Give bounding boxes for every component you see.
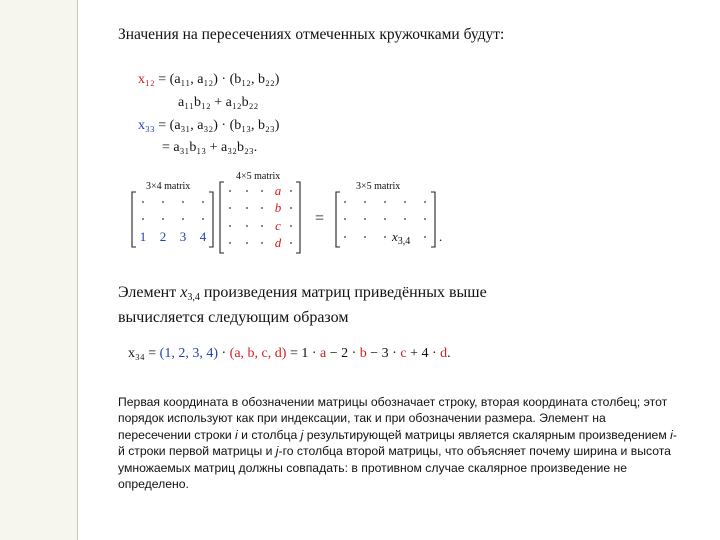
matrix-a-cell-3-4: 4 [199, 229, 207, 244]
matrix-a-cell-3-3: 3 [179, 229, 187, 244]
description-text-3: результирующей матрицы является скалярным произведением [303, 427, 671, 442]
formula-end: . [447, 346, 451, 361]
matrix-b-cell-4-4: d [274, 235, 282, 250]
formula-lhs: x₃₄ [128, 346, 145, 361]
matrix-a-label: 3×4 matrix [146, 181, 191, 192]
matrix-b-cell-2-4: b [274, 200, 282, 215]
description-paragraph [118, 394, 678, 492]
matrix-c-left-bracket [336, 192, 340, 247]
paragraph-variable [180, 284, 200, 301]
matrix-c-entry-sub: 3,4 [397, 236, 411, 247]
x33-symbol: x₃₃ [138, 118, 155, 133]
formula-a: a [320, 346, 327, 361]
formula-term-4: + 4 · [406, 346, 441, 361]
description-text-1: Первая координата в обозначении матрицы обозначает строку, вторая координата столбец; этот порядок используют как при индексации, так и при обозначении размера. Элемент на пересечении строки [118, 395, 668, 442]
matrix-a-cell-3-2: 2 [159, 229, 167, 244]
description-i-1: i [235, 427, 238, 442]
formula-term-3: − 3 · [366, 346, 401, 361]
formula-d: d [440, 346, 448, 361]
paragraph-text-2: произведения матриц приведённых выше [199, 284, 487, 301]
x33-expression: = (a₃₁, a₃₂) · (b₁₃, b₂₃) [158, 118, 280, 133]
formula-dot: · [218, 346, 230, 361]
heading: Значения на пересечениях отмеченных кружочками будут: [118, 26, 505, 43]
formula-term-2: − 2 · [326, 346, 360, 361]
formula-c: c [400, 346, 407, 361]
matrix-a-cell-3-1: 1 [139, 229, 147, 244]
matrix-equals-sign: = [315, 210, 325, 227]
description-text-5: -го столбца второй матрицы, что объясняет почему ширина и высота умножаемых матриц должны совпадать: в противном случае скалярное произведение не определено. [118, 444, 671, 492]
equation-line-4: = a₃₁b₁₃ + a₃₂b₂₃. [162, 140, 258, 155]
paragraph-variable-sub: 3,4 [187, 292, 200, 303]
formula-column-vector: (a, b, c, d) [229, 346, 287, 361]
paragraph-text-3: вычисляется следующим образом [118, 309, 349, 326]
matrix-diagram-period: . [439, 229, 443, 244]
matrix-b-right-bracket [296, 182, 300, 253]
matrix-b-cell-1-4: a [274, 183, 282, 198]
matrix-b-label: 4×5 matrix [236, 171, 281, 182]
x12-expression: = (a₁₁, a₁₂) · (b₁₂, b₂₂) [158, 72, 280, 87]
description-j-2: j [275, 444, 279, 459]
matrix-c-right-bracket [431, 192, 435, 247]
equation-line-2: a₁₁b₁₂ + a₁₂b₂₂ [178, 95, 259, 110]
paragraph-variable-base: x [180, 284, 188, 301]
formula-eq2: = 1 · [286, 346, 320, 361]
description-text-4: -й строки первой матрицы и [118, 427, 677, 459]
intro-paragraph [118, 283, 558, 328]
matrix-c-entry-base: x [392, 229, 398, 244]
description-text-2: и столбца [237, 427, 301, 442]
formula-row-vector: (1, 2, 3, 4) [159, 346, 218, 361]
paragraph-text-1: Элемент [118, 284, 181, 301]
description-i-2: i [670, 427, 673, 442]
matrix-b-left-bracket [220, 182, 224, 253]
description-j-1: j [300, 427, 304, 442]
x12-symbol: x₁₂ [138, 72, 155, 87]
formula-b: b [359, 346, 367, 361]
formula-eq1: = [144, 346, 160, 361]
dot-product-formula [128, 346, 451, 362]
matrix-b-cell-3-4: c [275, 218, 281, 233]
matrix-c-label: 3×5 matrix [356, 181, 401, 192]
matrix-c-entry [392, 229, 410, 247]
